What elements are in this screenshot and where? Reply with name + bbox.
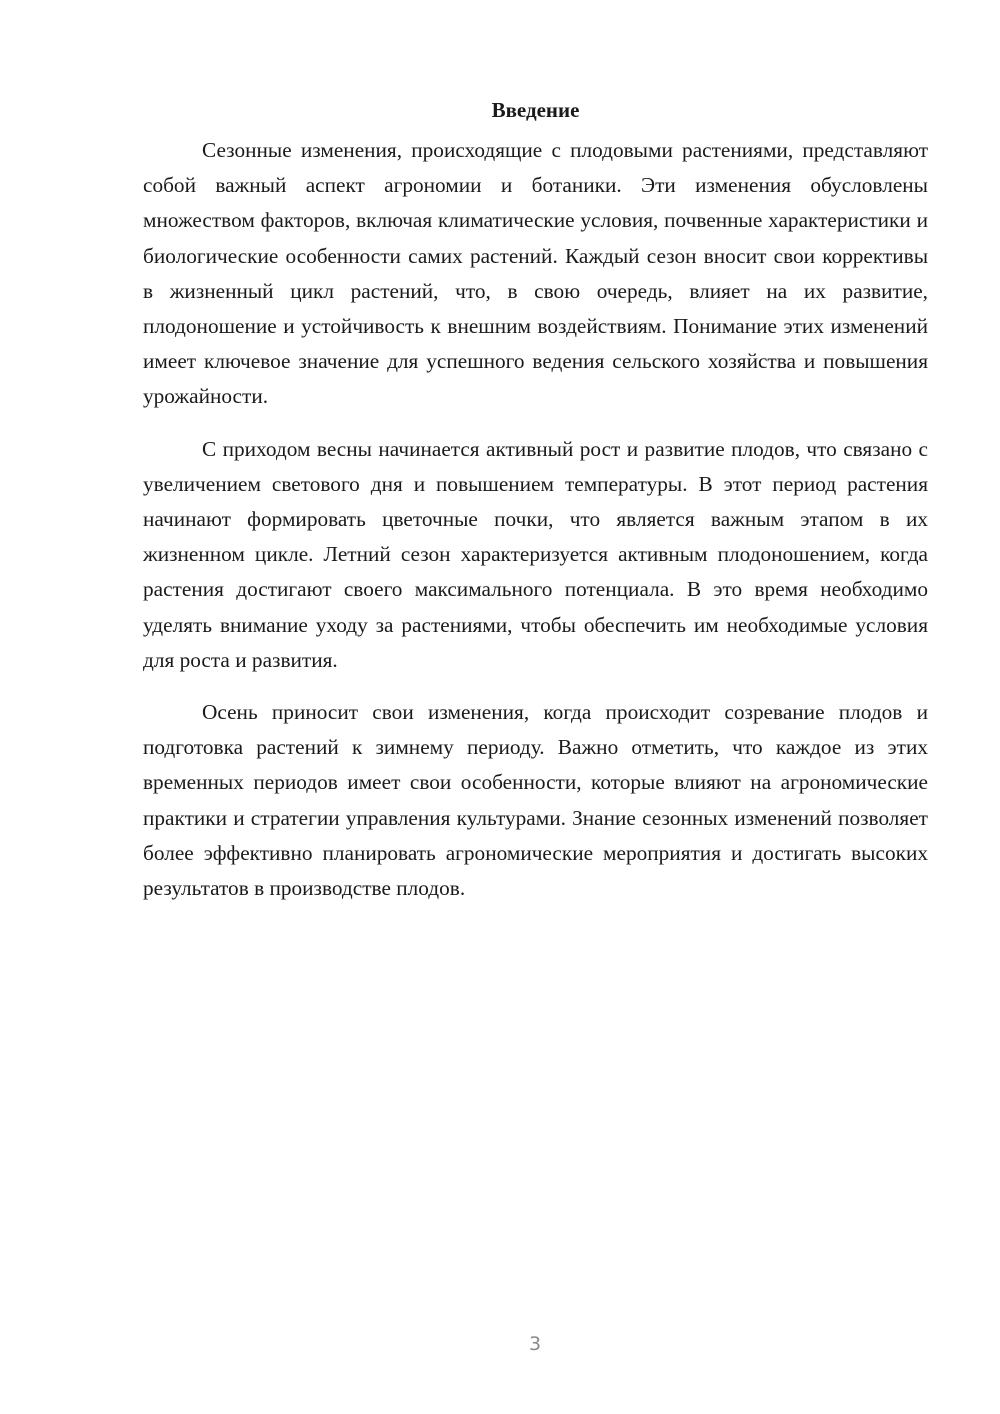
paragraph-3: Осень приносит свои изменения, когда происходит созревание плодов и подготовка растений к зимнему периоду. Важно отметить, что каждое из этих временных периодов имеет свои особенности, которые влияют на агрономические практики и стратегии управления культурами. Знание сезонных изменений позволяет более эффективно планировать агрономические мероприятия и достигать высоких результатов в производстве плодов.: [143, 700, 928, 901]
paragraph-1: Сезонные изменения, происходящие с плодовыми растениями, представляют собой важный аспект агрономии и ботаники. Эти изменения обусловлены множеством факторов, включая климатические условия, почвенные характеристики и биологические особенности самих растений. Каждый сезон вносит свои коррективы в жизненный цикл растений, что, в свою очередь, влияет на их развитие, плодоношение и устойчивость к внешним воздействиям. Понимание этих изменений имеет ключевое значение для успешного ведения сельского хозяйства и повышения урожайности.: [143, 138, 928, 409]
page-number: 3: [528, 1333, 542, 1355]
paragraph-2: С приходом весны начинается активный рост и развитие плодов, что связано с увеличением светового дня и повышением температуры. В этот период растения начинают формировать цветочные почки, что является важным этапом в их жизненном цикле. Летний сезон характеризуется активным плодоношением, когда растения достигают своего максимального потенциала. В это время необходимо уделять внимание уходу за растениями, чтобы обеспечить им необходимые условия для роста и развития.: [143, 436, 928, 672]
section-heading: Введение: [491, 98, 580, 122]
page-content: [143, 93, 928, 923]
